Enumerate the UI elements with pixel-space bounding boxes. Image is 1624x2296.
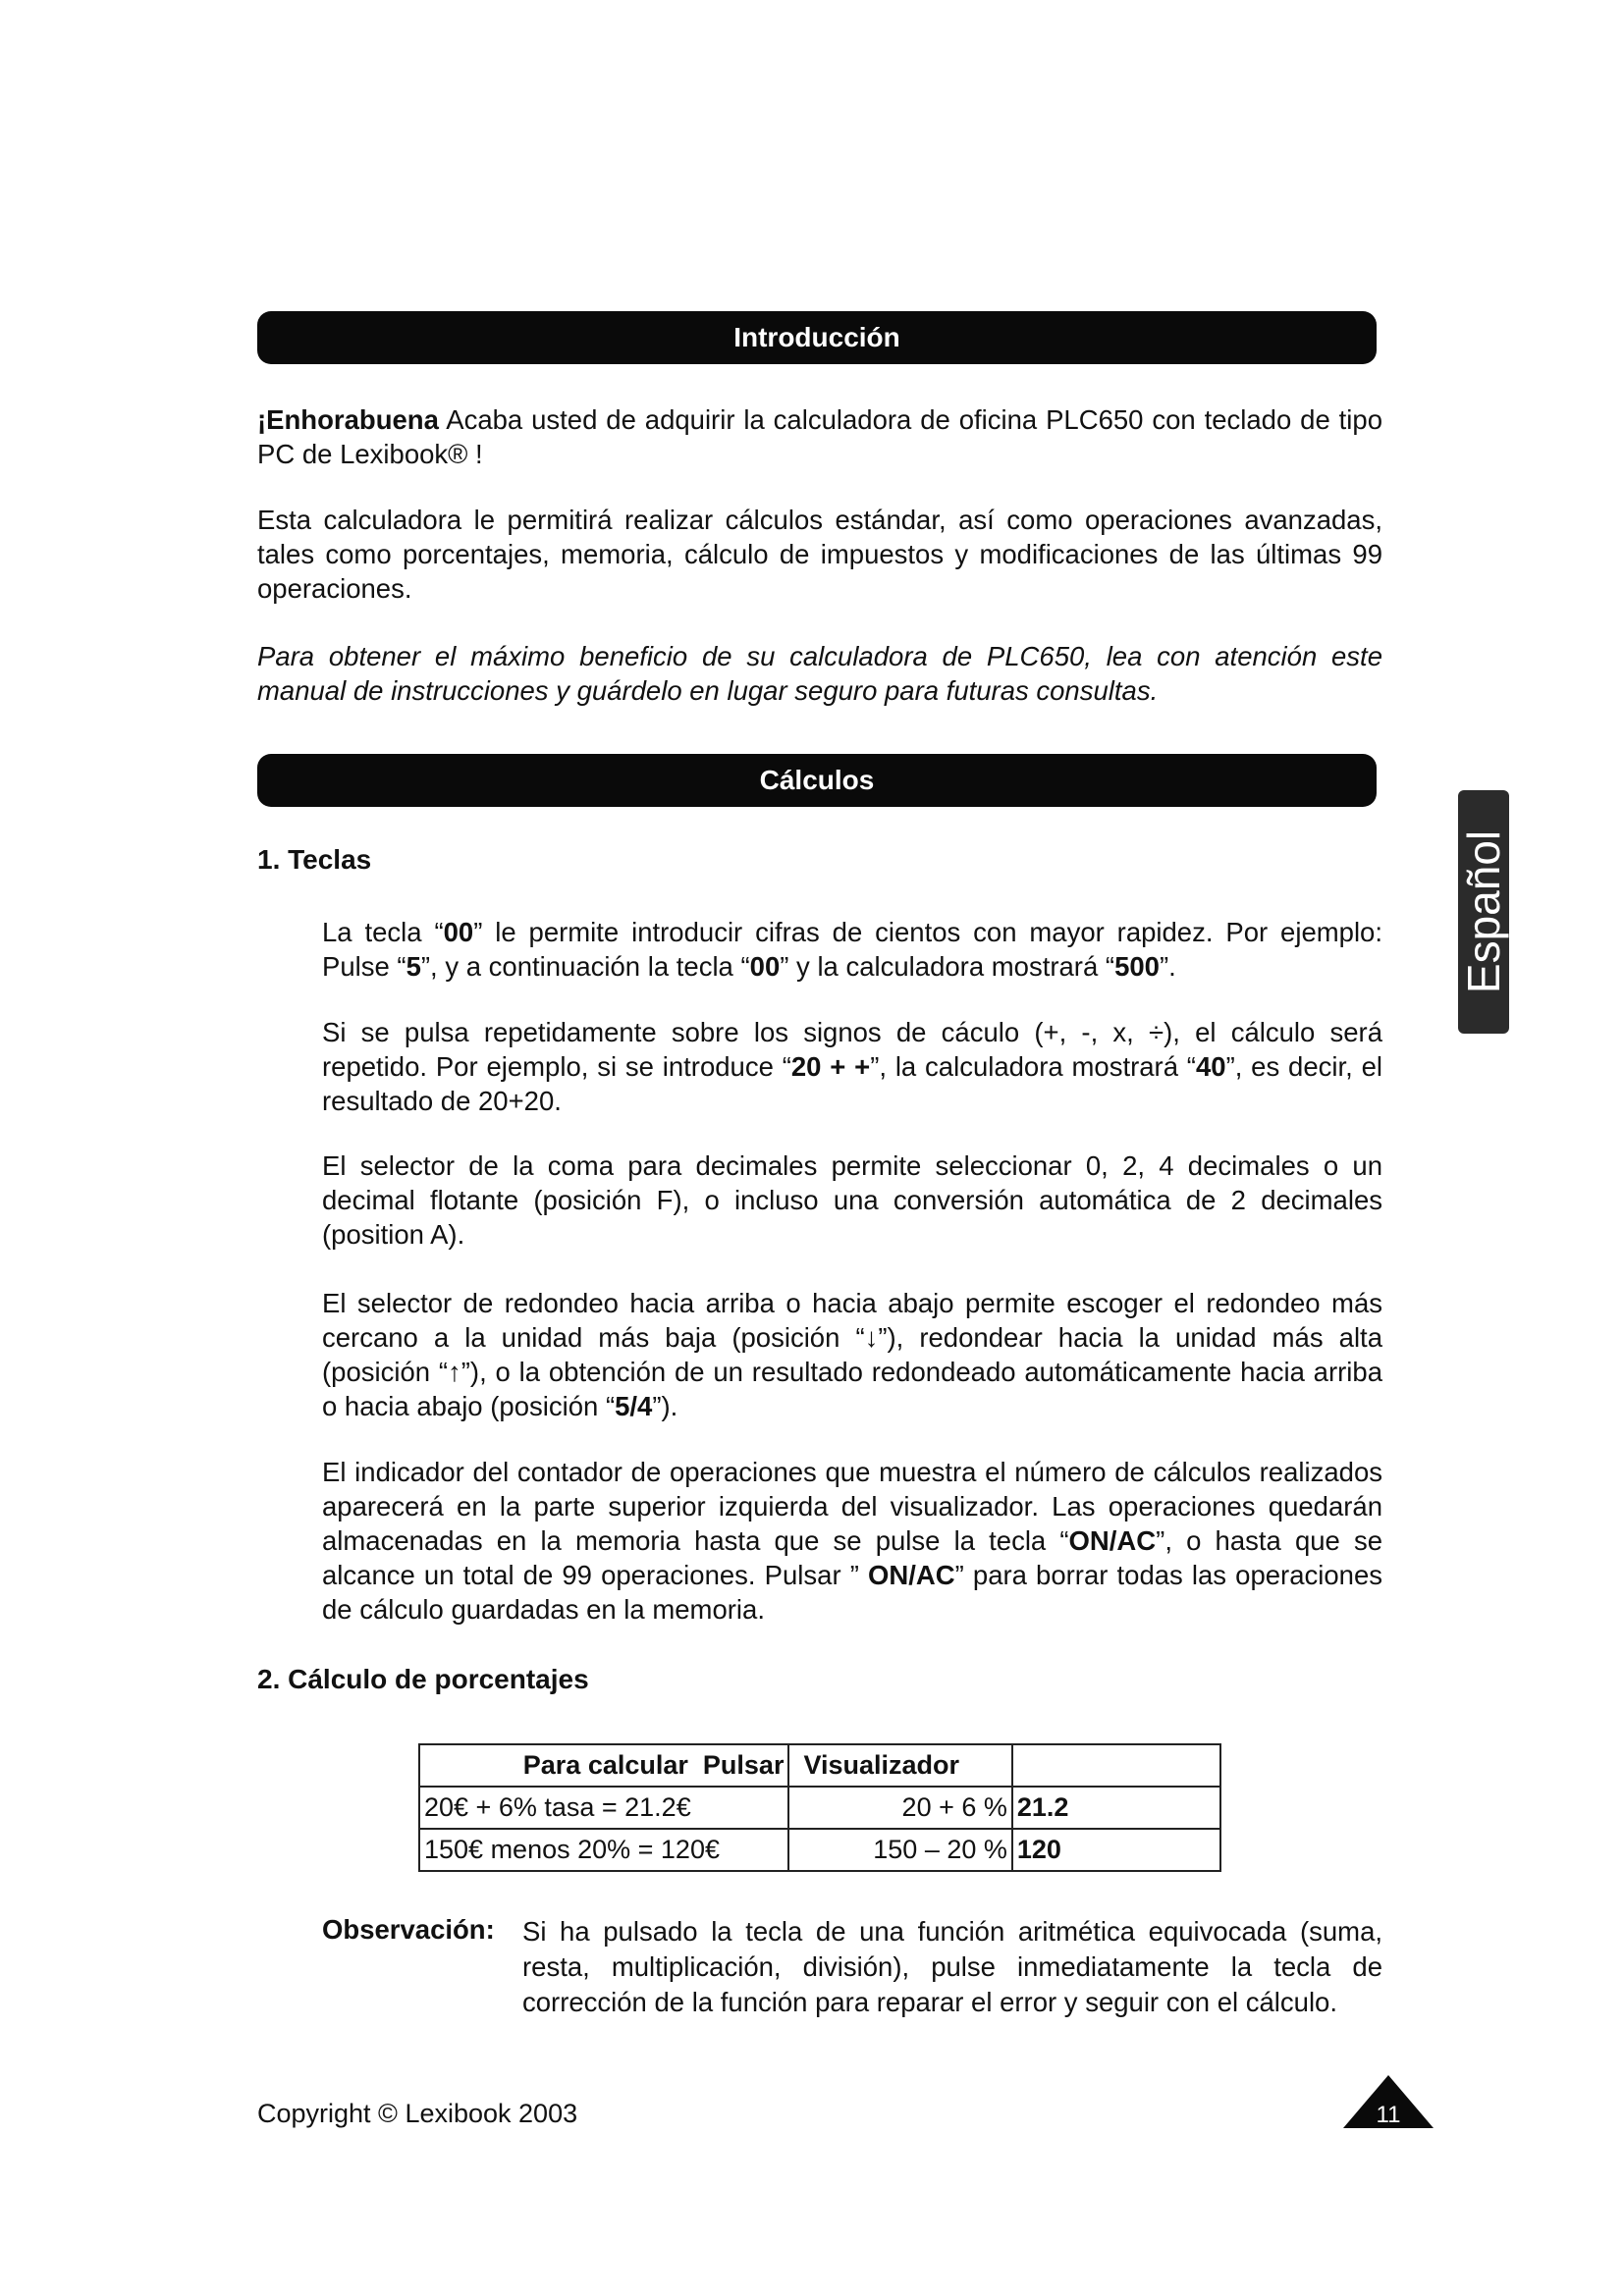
section-header-introduccion <box>257 311 1377 364</box>
header-cell <box>1012 1744 1220 1787</box>
language-tab-label: Español <box>1458 829 1509 994</box>
table-cell: 150€ menos 20% = 120€ <box>419 1829 788 1871</box>
table-row <box>419 1829 1220 1871</box>
table-cell: 21.2 <box>1012 1787 1220 1829</box>
header-cell: Para calcular Pulsar <box>419 1744 788 1787</box>
teclas-paragraph-3: El selector de la coma para decimales permite seleccionar 0, 2, 4 decimales o un decimal flotante (posición F), o incluso una conversión automática de 2 decimales (position A). <box>322 1150 1382 1250</box>
page-number: 11 <box>1376 2102 1401 2128</box>
percentage-table <box>418 1743 1221 1872</box>
table-cell: 20€ + 6% tasa = 21.2€ <box>419 1787 788 1829</box>
table-cell: 20 + 6 % <box>788 1787 1011 1829</box>
observation-text: Si ha pulsado la tecla de una función aritmética equivocada (suma, resta, multiplicación, división), pulse inmediatamente la tecla de corrección de la función para reparar el error y seguir con el cálculo. <box>522 1916 1382 2017</box>
heading-teclas: 1. Teclas <box>257 844 372 875</box>
table-row <box>419 1787 1220 1829</box>
teclas-paragraph-2: Si se pulsa repetidamente sobre los signos de cáculo (+, -, x, ÷), el cálculo será repetido. Por ejemplo, si se introduce “20 + +”, la calculadora mostrará “40”, es decir, el resultado de 20+20. <box>322 1017 1382 1116</box>
section-title: Cálculos <box>759 765 875 795</box>
language-tab <box>1458 790 1509 1034</box>
copyright-footer: Copyright © Lexibook 2003 <box>257 2099 578 2128</box>
intro-paragraph-1: ¡Enhorabuena Acaba usted de adquirir la calculadora de oficina PLC650 con teclado de tipo PC de Lexibook® ! <box>257 404 1382 469</box>
table-header-row <box>419 1744 1220 1787</box>
table-cell: 150 – 20 % <box>788 1829 1011 1871</box>
teclas-paragraph-1: La tecla “00” le permite introducir cifras de cientos con mayor rapidez. Por ejemplo: Pulse “5”, y a continuación la tecla “00” y la calculadora mostrará “500”. <box>322 917 1382 982</box>
teclas-paragraph-5: El indicador del contador de operaciones que muestra el número de cálculos realizados aparecerá en la parte superior izquierda del visualizador. Las operaciones quedarán almacenadas en la memoria hasta que se pulse la tecla “ON/AC”, o hasta que se alcance un total de 99 operaciones. Pulsar ” ON/AC” para borrar todas las operaciones de cálculo guardadas en la memoria. <box>322 1457 1383 1625</box>
teclas-paragraph-4: El selector de redondeo hacia arriba o hacia abajo permite escoger el redondeo más cercano a la unidad más baja (posición “↓”), redondear hacia la unidad más alta (posición “↑”), o la obtención de un resultado redondeado automáticamente hacia arriba o hacia abajo (posición “5/4”). <box>322 1288 1382 1421</box>
intro-paragraph-2: Esta calculadora le permitirá realizar cálculos estándar, así como operaciones avanzadas, tales como porcentajes, memoria, cálculo de impuestos y modificaciones de las últimas 99 operaciones. <box>257 505 1382 604</box>
observation-label: Observación: <box>322 1914 495 1945</box>
header-cell: Visualizador <box>788 1744 1011 1787</box>
intro-paragraph-3: Para obtener el máximo beneficio de su calculadora de PLC650, lea con atención este manual de instrucciones y guárdelo en lugar seguro para futuras consultas. <box>257 641 1382 706</box>
section-header-calculos <box>257 754 1377 807</box>
intro-greeting: ¡Enhorabuena <box>257 404 439 435</box>
heading-porcentajes: 2. Cálculo de porcentajes <box>257 1664 589 1694</box>
section-title: Introducción <box>733 322 900 352</box>
table-cell: 120 <box>1012 1829 1220 1871</box>
page-number-badge <box>1341 2073 1435 2130</box>
